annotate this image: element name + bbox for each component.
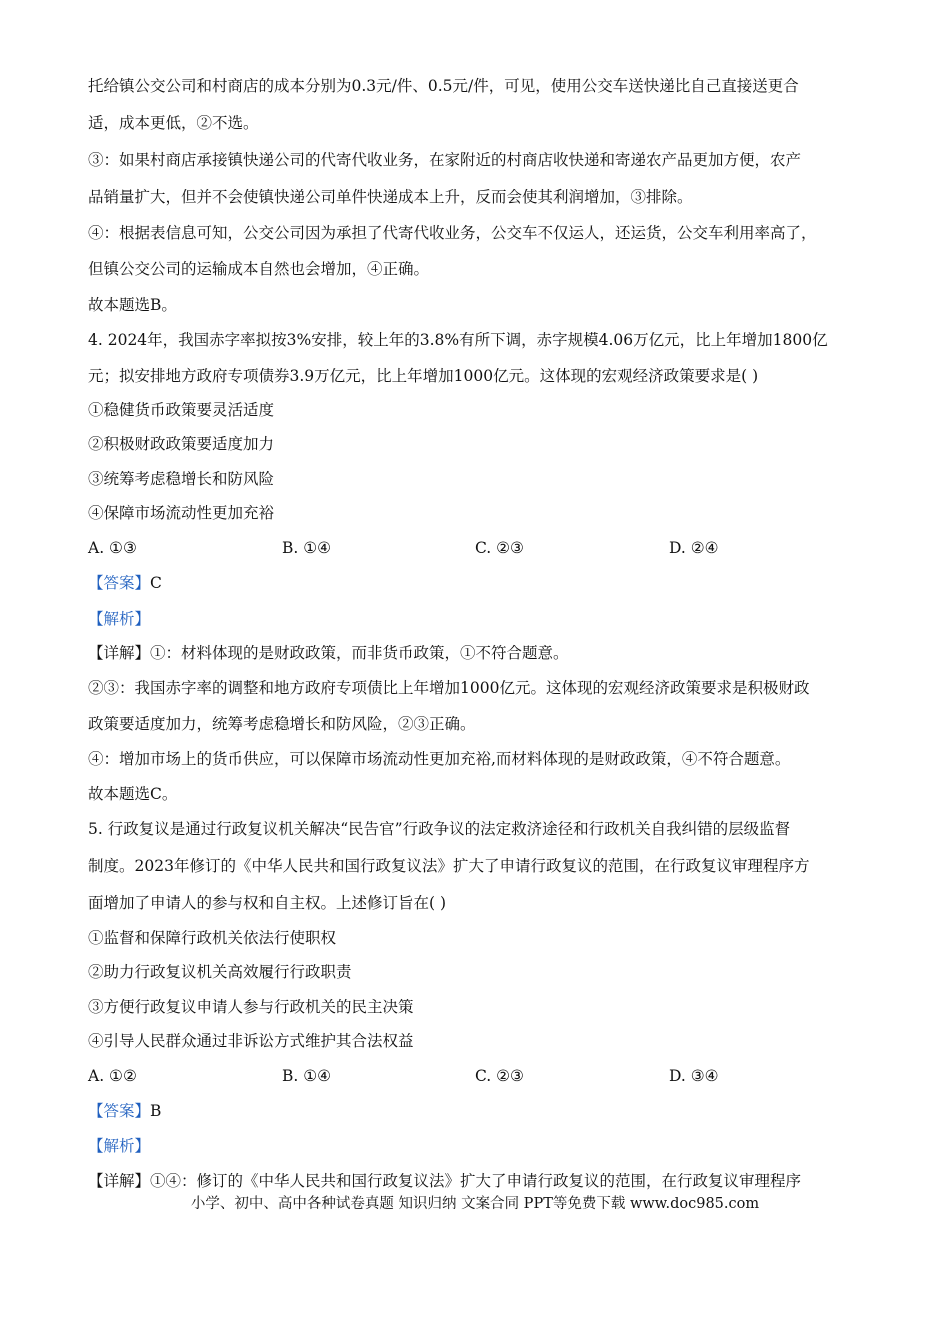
question-4-item: ②积极财政政策要适度加力 — [88, 435, 275, 453]
detail-line — [88, 1171, 890, 1191]
page-footer: 小学、初中、高中各种试卷真题 知识归纳 文案合同 PPT等免费下载 www.doc985.com — [190, 1196, 760, 1212]
analysis-tag: 【解析】 — [88, 1137, 151, 1155]
answer-tag: 【答案】 — [88, 574, 151, 592]
analysis-tag: 【解析】 — [88, 610, 151, 628]
option-c: C. ②③ — [475, 539, 524, 557]
text-line: ④：根据表信息可知，公交公司因为承担了代寄代收业务，公交车不仅运人，还运货，公交车利用率高了， — [88, 224, 817, 242]
detail-tag: 【详解】 — [88, 1172, 151, 1190]
option-d: D. ②④ — [669, 539, 719, 557]
detail-text: ①：材料体现的是财政政策，而非货币政策，①不符合题意。 — [150, 644, 569, 662]
detail-line: ④：增加市场上的货币供应，可以保障市场流动性更加充裕,而材料体现的是财政政策，④不符合题意。 — [88, 750, 791, 768]
detail-tag: 【详解】 — [88, 644, 151, 662]
question-5-item: ①监督和保障行政机关依法行使职权 — [88, 929, 337, 947]
detail-line: 故本题选C。 — [88, 785, 178, 803]
question-4-stem: 元；拟安排地方政府专项债券3.9万亿元，比上年增加1000亿元。这体现的宏观经济政策要求是( ) — [88, 367, 759, 385]
answer-value: C — [150, 574, 162, 592]
text-line: 故本题选B。 — [88, 296, 177, 314]
question-5-item: ④引导人民群众通过非诉讼方式维护其合法权益 — [88, 1032, 414, 1050]
option-d: D. ③④ — [669, 1067, 719, 1085]
text-line: 但镇公交公司的运输成本自然也会增加，④正确。 — [88, 260, 430, 278]
answer-value: B — [150, 1102, 162, 1120]
question-5-stem: 制度。2023年修订的《中华人民共和国行政复议法》扩大了申请行政复议的范围，在行政复议审理程序方 — [88, 857, 810, 875]
analysis-line — [88, 609, 890, 629]
question-4-item: ④保障市场流动性更加充裕 — [88, 504, 275, 522]
option-b: B. ①④ — [282, 1067, 332, 1085]
option-a: A. ①② — [88, 1067, 137, 1085]
answer-tag: 【答案】 — [88, 1102, 151, 1120]
question-5-item: ②助力行政复议机关高效履行行政职责 — [88, 963, 352, 981]
detail-line: ②③：我国赤字率的调整和地方政府专项债比上年增加1000亿元。这体现的宏观经济政策要求是积极财政 — [88, 679, 810, 697]
detail-line: 政策要适度加力，统筹考虑稳增长和防风险，②③正确。 — [88, 715, 476, 733]
answer-line — [88, 573, 890, 593]
text-line: 品销量扩大，但并不会使镇快递公司单件快递成本上升，反而会使其利润增加，③排除。 — [88, 188, 693, 206]
analysis-line — [88, 1136, 890, 1156]
question-4-item: ③统筹考虑稳增长和防风险 — [88, 470, 275, 488]
option-a: A. ①③ — [88, 539, 137, 557]
question-5-stem: 面增加了申请人的参与权和自主权。上述修订旨在( ) — [88, 894, 447, 912]
answer-line — [88, 1101, 890, 1121]
question-4-stem: 4. 2024年，我国赤字率拟按3%安排，较上年的3.8%有所下调，赤字规模4.06万亿元，比上年增加1800亿 — [88, 331, 828, 349]
question-5-item: ③方便行政复议申请人参与行政机关的民主决策 — [88, 998, 414, 1016]
text-line: 托给镇公交公司和村商店的成本分别为0.3元/件、0.5元/件，可见，使用公交车送快递比自己直接送更合 — [88, 77, 799, 95]
question-5-stem: 5. 行政复议是通过行政复议机关解决“民告官”行政争议的法定救济途径和行政机关自我纠错的层级监督 — [88, 820, 791, 838]
detail-line — [88, 643, 890, 663]
detail-text: ①④：修订的《中华人民共和国行政复议法》扩大了申请行政复议的范围，在行政复议审理程序 — [150, 1172, 802, 1190]
text-line: 适，成本更低，②不选。 — [88, 114, 259, 132]
option-c: C. ②③ — [475, 1067, 524, 1085]
option-b: B. ①④ — [282, 539, 332, 557]
text-line: ③：如果村商店承接镇快递公司的代寄代收业务，在家附近的村商店收快递和寄递农产品更加方便，农产 — [88, 151, 802, 169]
question-4-item: ①稳健货币政策要灵活适度 — [88, 401, 275, 419]
